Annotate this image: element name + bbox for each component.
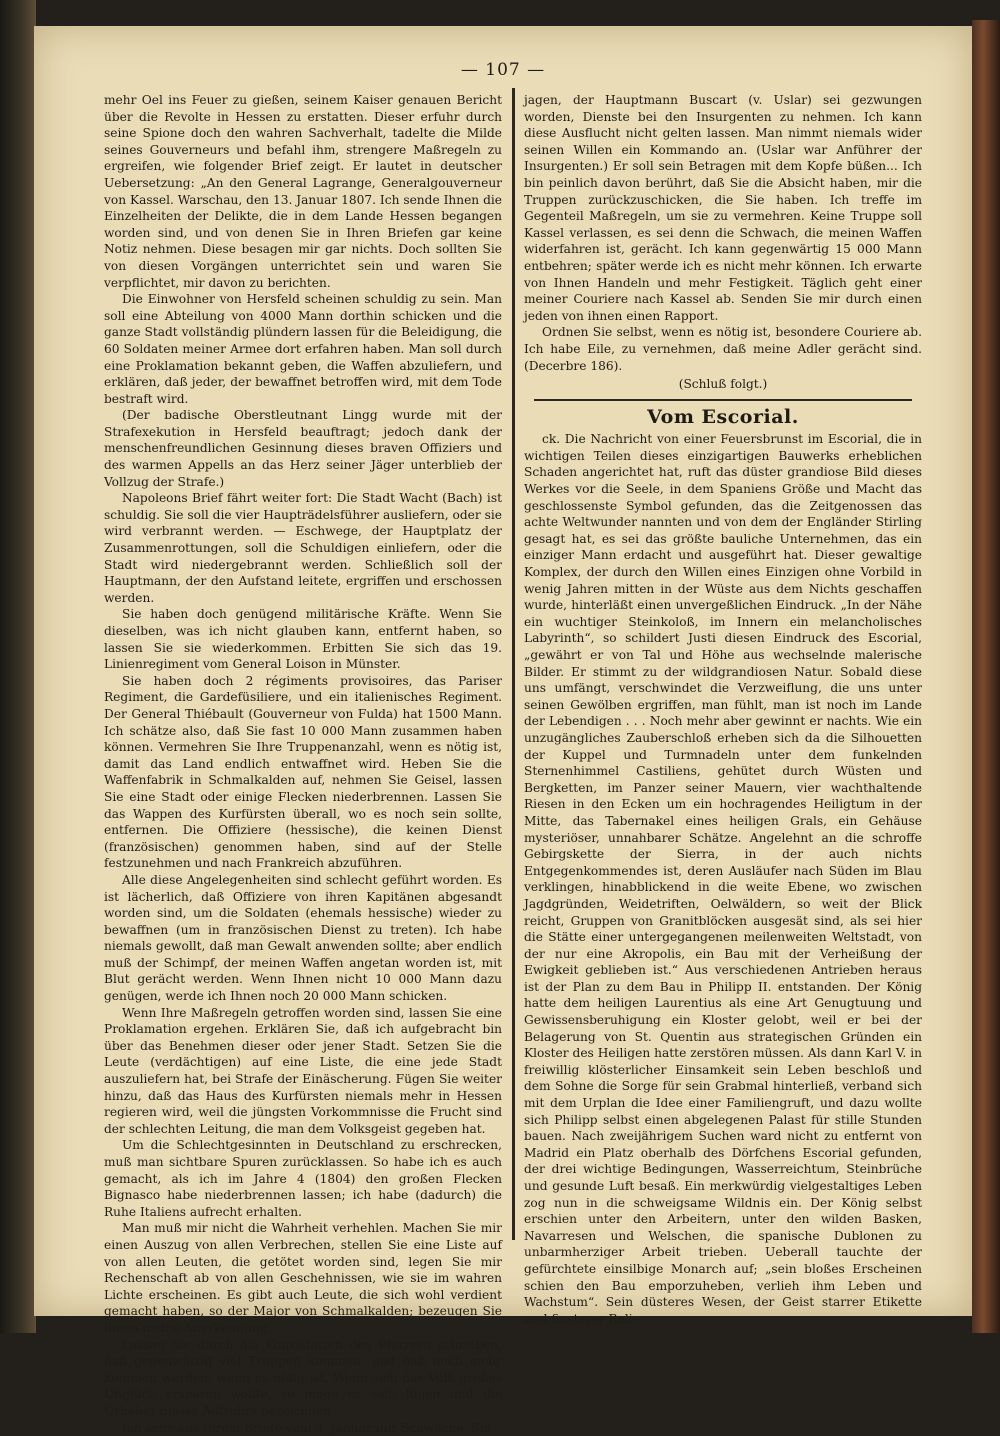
paragraph: Man muß mir nicht die Wahrheit verhehlen. Machen Sie mir einen Auszug von allen Verbrechen, stellen Sie eine Liste auf von allen Leuten, die getötet worden sind, legen Sie mir Rechenschaft ab von allen Geschehnissen, wie sie im wahren Lichte erscheinen. Es gibt auch Leute, die sich wohl verdient gemacht haben, so der Major von Schmalkalden; bezeugen Sie ihnen meine Anerkennung. <box>104 1220 502 1336</box>
continuation-note: (Schluß folgt.) <box>524 376 922 393</box>
paragraph: Die Einwohner von Hersfeld scheinen schuldig zu sein. Man soll eine Abteilung von 4000 Mann dorthin schicken und die ganze Stadt vollständig plündern lassen für die Beleidigung, die 60 Soldaten meiner Armee dort erfahren haben. Man soll durch eine Proklamation bekannt geben, die Waffen abzuliefern, und erklären, daß jeder, der bewaffnet betroffen wird, mit dem Tode bestraft wird. <box>104 291 502 407</box>
section-separator <box>534 399 912 401</box>
paragraph: (Der badische Oberstleutnant Lingg wurde mit der Strafexekution in Hersfeld beauftragt; jedoch dank der menschenfreundlichen Gesinnung dieses braven Offiziers und des warmen Appells an das Herz seiner Jäger unterblieb der Vollzug der Strafe.) <box>104 407 502 490</box>
page-number: — 107 — <box>34 60 972 80</box>
paragraph: Napoleons Brief fährt weiter fort: Die Stadt Wacht (Bach) ist schuldig. Sie soll die vier Haupträdelsführer ausliefern, oder sie wird verbrannt werden. — Eschwege, der Hauptplatz der Zusammenrottungen, soll die Schuldigen einliefern, oder die Stadt wird niedergebrannt werden. Schließlich soll der Hauptmann, der den Aufstand leitete, ergriffen und erschossen werden. <box>104 490 502 606</box>
paragraph: Sie haben doch genügend militärische Kräfte. Wenn Sie dieselben, was ich nicht glauben kann, entfernt haben, so lassen Sie sie wiederkommen. Erbitten Sie sich das 19. Linienregiment vom General Loison in Münster. <box>104 606 502 672</box>
paragraph: Um die Schlechtgesinnten in Deutschland zu erschrecken, muß man sichtbare Spuren zurücklassen. So habe ich es auch gemacht, als ich im Jahre 4 (1804) den großen Flecken Bignasco habe niederbrennen lassen; ich habe (dadurch) die Ruhe Italiens aufrecht erhalten. <box>104 1137 502 1220</box>
article-title: Vom Escorial. <box>524 409 922 426</box>
paragraph: ck. Die Nachricht von einer Feuersbrunst im Escorial, die in wichtigen Teilen dieses einzigartigen Bauwerks erheblichen Schaden angerichtet hat, ruft das düster grandiose Bild dieses Werkes vor die Seele, in dem Spaniens Größe und Macht das geschlossenste Symbol gefunden, das die Zeitgenossen das achte Weltwunder nannten und von dem der Engländer Stirling gesagt hat, es sei das größte bauliche Unternehmen, das ein einziger Mann erdacht und ausgeführt hat. Dieser gewaltige Komplex, der durch den Willen eines Einzigen ohne Vorbild in wenig Jahren mitten in der Wüste aus dem Nichts geschaffen wurde, hinterläßt einen unvergeßlichen Eindruck. „In der Nähe ein wuchtiger Steinkoloß, im Innern ein melancholisches Labyrinth“, so schildert Justi diesen Eindruck des Escorial, „gewährt er von Tal und Höhe aus wechselnde malerische Bilder. Er stimmt zu der wildgrandiosen Natur. Sobald diese uns umfängt, verschwindet die Verzweiflung, die uns unter seinen Gewölben ergriffen, man fühlt, man ist noch im Lande der Lebendigen . . . Noch mehr aber gewinnt er nachts. Wie ein unzugängliches Zauberschloß erheben sich da die Silhouetten der Kuppel und Turmnadeln unter dem funkelnden Sternenhimmel Castiliens, gehütet durch Wüsten und Bergketten, im Panzer seiner Mauern, vier wachthaltende Riesen in den Ecken um ein hochragendes Heiligtum in der Mitte, das Tabernakel eines heiligen Grals, ein Gehäuse mysteriöser, unnahbarer Schätze. Angelehnt an die schroffe Gebirgskette der Sierra, in der auch nichts Entgegenkommendes ist, deren Ausläufer nach Süden im Blau verklingen, hinabblickend in die weite Ebene, wo zwischen Jagdgründen, Weidetriften, Oelwäldern, so weit der Blick reicht, Gruppen von Granitblöcken ausgesät sind, als sei hier die Stätte einer untergegangenen meilenweiten Weltstadt, von der nur eine Akropolis, ein Bau mit der Verheißung der Ewigkeit geblieben ist.“ Aus verschiedenen Antrieben heraus ist der Plan zu dem Bau in Philipp II. entstanden. Der König hatte dem heiligen Laurentius als eine Art Genugtuung und Gewissensberuhigung ein Kloster gelobt, weil er bei der Belagerung von St. Quentin aus strategischen Gründen ein Kloster des Heiligen hatte zerstören müssen. Als dann Karl V. in freiwillig klösterlicher Einsamkeit sein Leben beschloß und dem Sohne die Sorge für sein Grabmal hinterließ, verband sich mit dem Urplan die Idee einer Familiengruft, und dazu wollte sich Philipp selbst einen abgelegenen Palast für stille Stunden bauen. Nach zweijährigem Suchen ward nicht zu entfernt von Madrid ein Platz oberhalb des Dörfchens Escorial gefunden, der drei wichtige Bedingungen, Wasserreichtum, Steinbrüche und gesunde Luft besaß. Ein merkwürdig vielgestaltiges Leben zog nun in die schweigsame Wildnis ein. Der König selbst erschien unter den Arbeitern, unter den wilden Basken, Navarresen und Welschen, die spanische Dublonen zu unbarmherziger Arbeit trieben. Ueberall tauchte der gefürchtete einsilbige Monarch auf; „sein bloßes Erscheinen schien den Bau emporzuheben, verlieh ihm Leben und Wachstum“. Sein düsteres Wesen, der Geist starrer Etikette und finsterer Reli- <box>524 431 922 1327</box>
paragraph: Ich sehe aus Ihrem Briefe vom 3. Januar nur Schwäche. Sie <box>104 1420 502 1436</box>
newspaper-page <box>34 26 972 1316</box>
right-column <box>524 92 922 1222</box>
left-column <box>104 92 502 1242</box>
book-spine <box>0 0 36 1333</box>
column-divider <box>512 88 515 1240</box>
book-edge <box>972 20 1000 1333</box>
paragraph: Alle diese Angelegenheiten sind schlecht geführt worden. Es ist lächerlich, daß Offiziere von ihren Kapitänen abgesandt worden sind, um die Soldaten (ehemals hessische) wieder zu bewaffnen (um in französischen Dienst zu treten). Ich habe niemals gewollt, daß man Gewalt anwenden sollte; aber endlich muß der Schimpf, der meinen Waffen angetan worden ist, mit Blut gerächt werden. Wenn Ihnen nicht 10 000 Mann dazu genügen, werde ich Ihnen noch 20 000 Mann schicken. <box>104 872 502 1005</box>
paragraph: Sie haben doch 2 régiments provisoires, das Pariser Regiment, die Gardefüsiliere, und ein italienisches Regiment. Der General Thiébault (Gouverneur von Fulda) hat 1500 Mann. Ich schätze also, daß Sie fast 10 000 Mann zusammen haben können. Vermehren Sie Ihre Truppenanzahl, wenn es nötig ist, damit das Land endlich entwaffnet wird. Heben Sie die Waffenfabrik in Schmalkalden auf, nehmen Sie Geisel, lassen Sie eine Stadt oder einige Flecken niederbrennen. Lassen Sie das Wappen des Kurfürsten überall, wo es noch sein sollte, entfernen. Die Offiziere (hessische), die keinen Dienst (französischen) genommen haben, sind auf der Stelle festzunehmen und nach Frankreich abzuführen. <box>104 673 502 872</box>
paragraph: mehr Oel ins Feuer zu gießen, seinem Kaiser genauen Bericht über die Revolte in Hessen zu erstatten. Dieser erfuhr durch seine Spione doch den wahren Sachverhalt, tadelte die Milde seines Gouverneurs und befahl ihm, strengere Maßregeln zu ergreifen, wie folgender Brief zeigt. Er lautet in deutscher Uebersetzung: „An den General Lagrange, Generalgouverneur von Kassel. Warschau, den 13. Januar 1807. Ich sende Ihnen die Einzelheiten der Delikte, die in dem Lande Hessen begangen worden sind, und von denen Sie in Ihren Briefen gar keine Notiz nehmen. Diese besagen mir gar nichts. Doch sollten Sie von diesen Vorgängen unterrichtet sein und waren Sie verpflichtet, mir davon zu berichten. <box>104 92 502 291</box>
paragraph: Ordnen Sie selbst, wenn es nötig ist, besondere Couriere ab. Ich habe Eile, zu vernehmen, daß meine Adler gerächt sind. (Decerbre 186). <box>524 324 922 374</box>
paragraph: Wenn Ihre Maßregeln getroffen worden sind, lassen Sie eine Proklamation ergehen. Erklären Sie, daß ich aufgebracht bin über das Benehmen dieser oder jener Stadt. Setzen Sie die Leute (verdächtigen) auf eine Liste, die eine jede Stadt auszuliefern hat, bei Strafe der Einäscherung. Fügen Sie weiter hinzu, daß das Haus des Kurfürsten niemals mehr in Hessen regieren wird, weil die jüngsten Vorkommnisse die Frucht sind der schlechten Leitung, die man dem Volksgeist gegeben hat. <box>104 1005 502 1138</box>
paragraph: jagen, der Hauptmann Buscart (v. Uslar) sei gezwungen worden, Dienste bei den Insurgenten zu nehmen. Ich kann diese Ausflucht nicht gelten lassen. Man nimmt niemals wider seinen Willen ein Kommando an. (Uslar war Anführer der Insurgenten.) Er soll sein Betragen mit dem Kopfe büßen... Ich bin peinlich davon berührt, daß Sie die Absicht haben, mir die Truppen zurückzuschicken, die Sie haben. Ich treffe im Gegenteil Maßregeln, um sie zu vermehren. Keine Truppe soll Kassel verlassen, es sei denn die Schwach, die meinen Waffen widerfahren ist, gerächt. Ich kann gegenwärtig 15 000 Mann entbehren; später werde ich es nicht mehr können. Ich erwarte von Ihnen Handeln und mehr Festigkeit. Täglich geht einer meiner Couriere nach Kassel ab. Senden Sie mir durch einen jeden von ihnen einen Rapport. <box>524 92 922 324</box>
paragraph: Lassen Sie durch die Konsistorien den Pfarrern schreiben, daß gegenwärtig viel Truppen kommen, und daß noch mehr kommen werden, wenn es nötig ist. Wenn sich das Volk großes Unglück ersparen wollte, so möge es sich fügen und die Urheber dieses Aufruhrs bezeichnen. <box>104 1337 502 1420</box>
